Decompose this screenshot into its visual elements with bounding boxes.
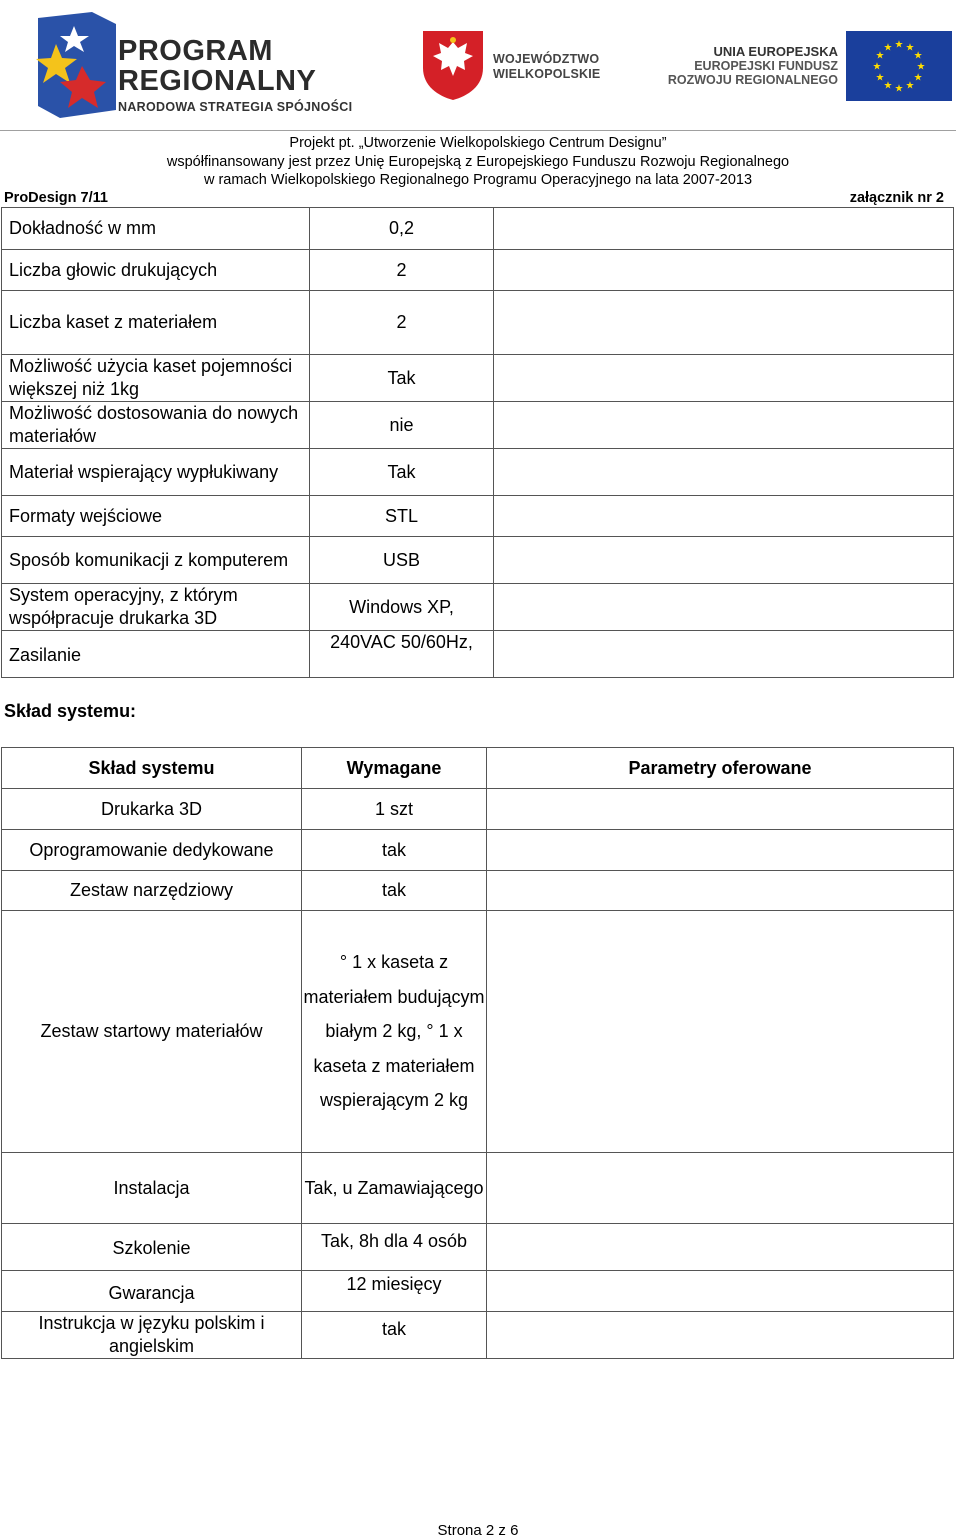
spec-param: Możliwość użycia kaset pojemności większej niż 1kg: [2, 355, 310, 402]
header-system-item: Skład systemu: [2, 748, 302, 789]
program-logo-line2: REGIONALNY: [118, 65, 317, 97]
spec-param: Możliwość dostosowania do nowych materiałów: [2, 402, 310, 449]
system-item: Instrukcja w języku polskim i angielskim: [2, 1312, 302, 1359]
table-row: [2, 911, 954, 1153]
wielkopolska-crest-icon: [420, 28, 486, 102]
page-number: Strona 2 z 6: [437, 1522, 519, 1539]
spec-param: Formaty wejściowe: [2, 496, 310, 537]
eu-line3: ROZWOJU REGIONALNEGO: [667, 73, 838, 87]
system-required: 12 miesięcy: [302, 1271, 487, 1312]
eu-star-icon: ★: [883, 42, 893, 54]
spec-value: 240VAC 50/60Hz,: [310, 631, 494, 678]
spec-offered-cell: [494, 208, 954, 250]
spec-value: 0,2: [310, 208, 494, 250]
program-regionalny-logo-text: [118, 36, 352, 116]
table-row: [2, 789, 954, 830]
spec-offered-cell: [494, 250, 954, 291]
table-row: [2, 355, 954, 402]
eu-star-icon: ★: [913, 72, 923, 84]
system-offered-cell: [487, 1312, 954, 1359]
eu-star-icon: ★: [905, 42, 915, 54]
eu-star-icon: ★: [894, 39, 904, 51]
header-divider: [0, 130, 956, 131]
system-offered-cell: [487, 911, 954, 1153]
table-row: [2, 1224, 954, 1271]
program-logo-line3: NARODOWA STRATEGIA SPÓJNOŚCI: [118, 100, 353, 114]
system-offered-cell: [487, 871, 954, 911]
voivodeship-line1: WOJEWÓDZTWO: [493, 52, 600, 66]
table-row: [2, 402, 954, 449]
table-header-row: [2, 748, 954, 789]
table-row: [2, 830, 954, 871]
voivodeship-line2: WIELKOPOLSKIE: [493, 67, 601, 81]
header-offered: Parametry oferowane: [487, 748, 954, 789]
header-required: Wymagane: [302, 748, 487, 789]
spec-offered-cell: [494, 355, 954, 402]
table-row: [2, 1271, 954, 1312]
system-item: Szkolenie: [2, 1224, 302, 1271]
table-row: [2, 496, 954, 537]
spec-table: [1, 207, 954, 678]
eu-star-icon: ★: [913, 50, 923, 62]
spec-param: Zasilanie: [2, 631, 310, 678]
eu-line2: EUROPEJSKI FUNDUSZ: [694, 59, 838, 73]
document-code: ProDesign 7/11: [4, 190, 108, 206]
system-item: Instalacja: [2, 1153, 302, 1224]
spec-param: Dokładność w mm: [2, 208, 310, 250]
system-required: tak: [302, 1312, 487, 1359]
spec-offered-cell: [494, 496, 954, 537]
annex-label: załącznik nr 2: [849, 190, 944, 206]
eu-line1: UNIA EUROPEJSKA: [713, 44, 838, 59]
spec-offered-cell: [494, 584, 954, 631]
system-required: tak: [302, 871, 487, 911]
spec-param: Liczba kaset z materiałem: [2, 291, 310, 355]
program-logo-line1: PROGRAM: [118, 35, 273, 67]
table-row: [2, 1312, 954, 1359]
system-offered-cell: [487, 830, 954, 871]
spec-offered-cell: [494, 631, 954, 678]
spec-param: System operacyjny, z którym współpracuje drukarka 3D: [2, 584, 310, 631]
project-info: [0, 134, 956, 190]
table-row: [2, 291, 954, 355]
eu-flag-icon: [846, 31, 952, 101]
table-row: [2, 208, 954, 250]
spec-offered-cell: [494, 537, 954, 584]
system-item: Zestaw startowy materiałów: [2, 911, 302, 1153]
eu-logo-text: [636, 45, 838, 87]
spec-value: STL: [310, 496, 494, 537]
eu-star-icon: ★: [883, 80, 893, 92]
eu-star-icon: ★: [905, 80, 915, 92]
system-required: 1 szt: [302, 789, 487, 830]
system-required: Tak, u Zamawiającego: [302, 1153, 487, 1224]
table-row: [2, 449, 954, 496]
spec-value: Windows XP,: [310, 584, 494, 631]
spec-value: Tak: [310, 449, 494, 496]
system-item: Drukarka 3D: [2, 789, 302, 830]
system-offered-cell: [487, 1271, 954, 1312]
table-row: [2, 631, 954, 678]
eu-star-icon: ★: [875, 50, 885, 62]
spec-value: nie: [310, 402, 494, 449]
spec-value: 2: [310, 250, 494, 291]
spec-value: Tak: [310, 355, 494, 402]
spec-offered-cell: [494, 402, 954, 449]
header-logos: [0, 0, 960, 130]
spec-param: Materiał wspierający wypłukiwany: [2, 449, 310, 496]
spec-value: USB: [310, 537, 494, 584]
program-regionalny-star-icon: [30, 10, 118, 118]
wielkopolska-logo-text: [493, 52, 600, 82]
project-line2: współfinansowany jest przez Unię Europejską z Europejskiego Funduszu Rozwoju Regionalnego: [166, 153, 790, 170]
table-row: [2, 537, 954, 584]
system-offered-cell: [487, 1224, 954, 1271]
table-row: [2, 1153, 954, 1224]
table-row: [2, 250, 954, 291]
eu-star-icon: ★: [916, 61, 926, 73]
system-offered-cell: [487, 1153, 954, 1224]
spec-param: Liczba głowic drukujących: [2, 250, 310, 291]
project-line3: w ramach Wielkopolskiego Regionalnego Programu Operacyjnego na lata 2007-2013: [203, 172, 753, 188]
system-item: Zestaw narzędziowy: [2, 871, 302, 911]
spec-param: Sposób komunikacji z komputerem: [2, 537, 310, 584]
system-offered-cell: [487, 789, 954, 830]
spec-offered-cell: [494, 449, 954, 496]
eu-star-icon: ★: [875, 72, 885, 84]
eu-star-icon: ★: [872, 61, 882, 73]
table-row: [2, 871, 954, 911]
system-required: tak: [302, 830, 487, 871]
eu-star-icon: ★: [894, 83, 904, 95]
spec-value: 2: [310, 291, 494, 355]
system-item: Oprogramowanie dedykowane: [2, 830, 302, 871]
table-row: [2, 584, 954, 631]
system-required: ° 1 x kaseta z materiałem budującym białym 2 kg, ° 1 x kaseta z materiałem wspierającym 2 kg: [302, 911, 487, 1153]
system-table: [1, 747, 954, 1359]
spec-offered-cell: [494, 291, 954, 355]
system-required: Tak, 8h dla 4 osób: [302, 1224, 487, 1271]
project-line1: Projekt pt. „Utworzenie Wielkopolskiego Centrum Designu”: [289, 135, 667, 151]
system-section-title: Skład systemu:: [4, 701, 137, 721]
system-item: Gwarancja: [2, 1271, 302, 1312]
